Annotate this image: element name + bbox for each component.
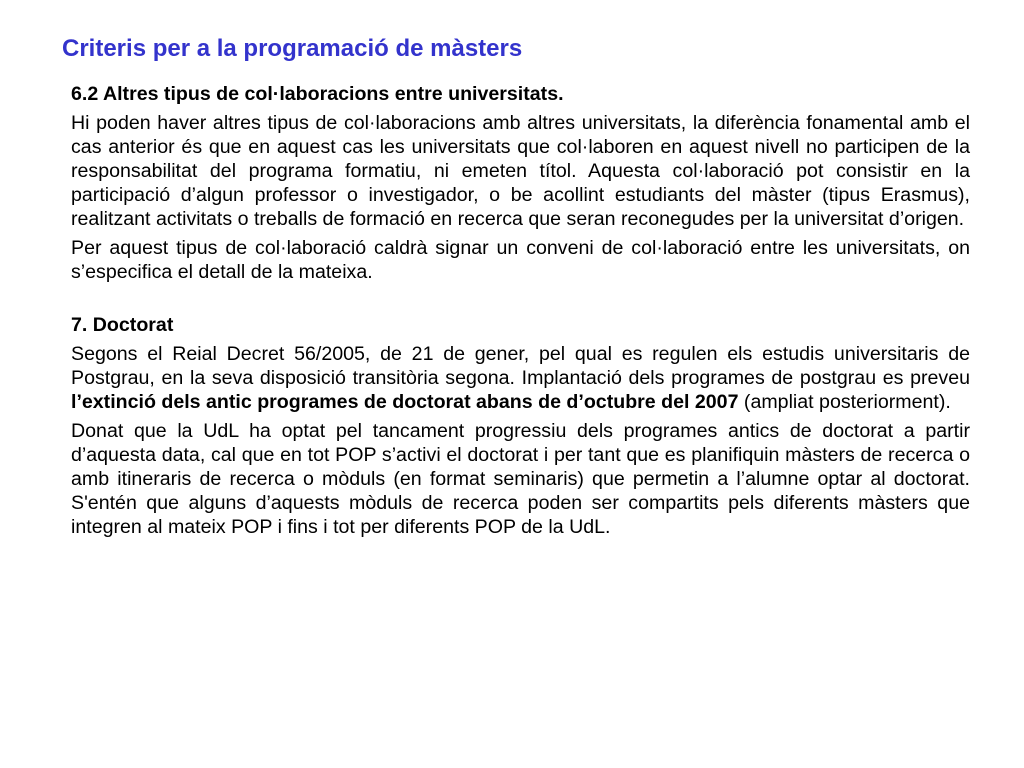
section-7-paragraph-1-emphasis: l’extinció dels antic programes de doctorat abans de d’octubre del 2007 (71, 391, 739, 413)
section-7-paragraph-1 (71, 342, 970, 414)
slide-content (71, 82, 970, 539)
section-7-paragraph-1-text: Segons el Reial Decret 56/2005, de 21 de gener, pel qual es regulen els estudis universitaris de Postgrau, en la seva disposició transitòria segona. Implantació dels programes de postgrau es preveu (71, 343, 970, 389)
section-7-heading: 7. Doctorat (71, 314, 174, 336)
section-7-paragraph-1-tail: (ampliat posteriorment). (738, 391, 951, 413)
section-6-2-heading: 6.2 Altres tipus de col·laboracions entre universitats. (71, 83, 564, 105)
section-7-paragraph-2: Donat que la UdL ha optat pel tancament progressiu dels programes antics de doctorat a partir d’aquesta data, cal que en tot POP s’activi el doctorat i per tant que es planifiquin màsters de recerca o amb itineraris de recerca o mòduls (en format seminaris) que permetin a l’alumne optar al doctorat. S'entén que alguns d’aquests mòduls de recerca poden ser compartits pels diferents màsters que integren al mateix POP i fins i tot per diferents POP de la UdL. (71, 420, 970, 538)
section-6-2-paragraph-1: Hi poden haver altres tipus de col·laboracions amb altres universitats, la diferència fonamental amb el cas anterior és que en aquest cas les universitats que col·laboren en aquest nivell no participen de la responsabilitat del programa formatiu, ni emeten títol. Aquesta col·laboració pot consistir en la participació d’algun professor o investigador, o be acollint estudiants del màster (tipus Erasmus), realitzant activitats o treballs de formació en recerca que seran reconegudes per la universitat d’origen. (71, 112, 970, 230)
section-6-2-paragraph-2: Per aquest tipus de col·laboració caldrà signar un conveni de col·laboració entre les universitats, on s’especifica el detall de la mateixa. (71, 237, 970, 283)
slide-title: Criteris per a la programació de màsters (62, 35, 523, 62)
